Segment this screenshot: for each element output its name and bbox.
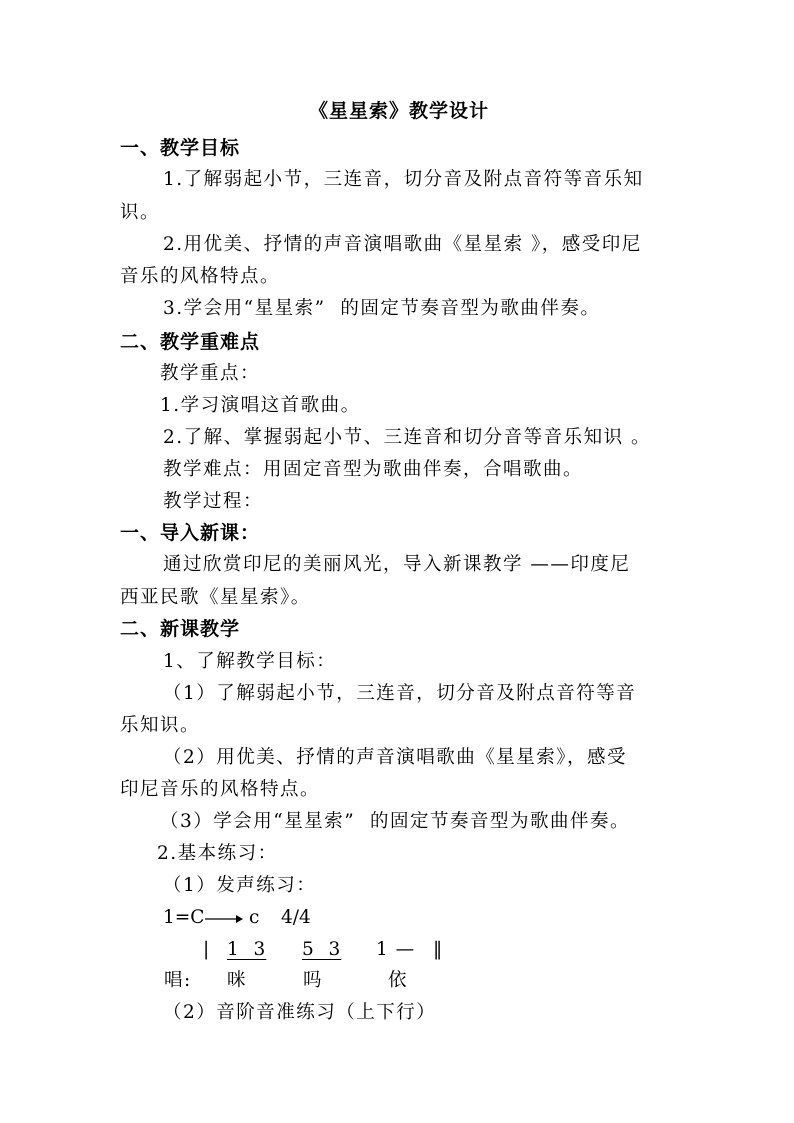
section-heading-new-lesson: 二、新课教学 [120, 618, 241, 640]
goal-2-line-1: （2）用优美、抒情的声音演唱歌曲《星星索》，感受 [163, 747, 628, 768]
goal-1-line-2: 乐知识。 [120, 715, 201, 736]
difficulty-text: 教学难点：用固定音型为歌曲伴奏，合唱歌曲。 [163, 459, 584, 480]
key-to: c [249, 907, 260, 928]
objective-1-line-1: 1.了解弱起小节，三连音，切分音及附点音符等音乐知 [163, 169, 644, 190]
arrow-right-icon [204, 910, 244, 928]
objective-2-line-2: 音乐的风格特点。 [120, 266, 281, 287]
exercise-2-label: （2）音阶音准练习（上下行） [163, 1002, 437, 1023]
focus-item-1: 1.学习演唱这首歌曲。 [160, 395, 361, 416]
goal-1-line-1: （1）了解弱起小节，三连音，切分音及附点音符等音 [163, 683, 637, 704]
syllable-1: 咪 [227, 970, 248, 991]
focus-label: 教学重点： [160, 363, 261, 384]
objective-1-line-2: 识。 [120, 202, 161, 223]
goal-3: （3）学会用“星星索” 的固定节奏音型为歌曲伴奏。 [160, 811, 630, 832]
intro-line-1: 通过欣赏印尼的美丽风光，导入新课教学 ——印度尼 [163, 554, 631, 575]
notes-group-2: 5 3 [302, 939, 342, 960]
section-heading-objectives: 一、教学目标 [120, 137, 241, 159]
objective-3: 3.学会用“星星索” 的固定节奏音型为歌曲伴奏。 [163, 298, 601, 319]
subsection-goals: 1、了解教学目标： [163, 651, 337, 672]
subsection-practice: 2.基本练习： [157, 843, 278, 864]
syllable-2: 吗 [303, 970, 324, 991]
time-signature: 4/4 [281, 907, 311, 928]
notes-group-1: 1 3 [227, 939, 267, 960]
process-label: 教学过程： [163, 491, 264, 512]
notes-group-3: 1 — [376, 939, 416, 960]
section-heading-intro: 一、导入新课： [120, 522, 261, 544]
intro-line-2: 西亚民歌《星星索》。 [120, 587, 311, 608]
bar-line-end: ‖ [433, 939, 443, 960]
page-title: 《星星索》教学设计 [309, 100, 490, 122]
focus-item-2: 2.了解、掌握弱起小节、三连音和切分音等音乐知识 。 [163, 427, 652, 448]
syllable-3: 依 [388, 970, 409, 991]
objective-2-line-1: 2.用优美、抒情的声音演唱歌曲《星星索 》，感受印尼 [163, 234, 642, 255]
section-heading-key-points: 二、教学重难点 [120, 331, 261, 353]
sing-label: 唱: [164, 970, 192, 991]
goal-2-line-2: 印尼音乐的风格特点。 [120, 779, 321, 800]
key-from: 1=C [163, 907, 205, 928]
bar-line-start: | [203, 939, 210, 960]
exercise-1-label: （1）发声练习： [163, 875, 317, 896]
